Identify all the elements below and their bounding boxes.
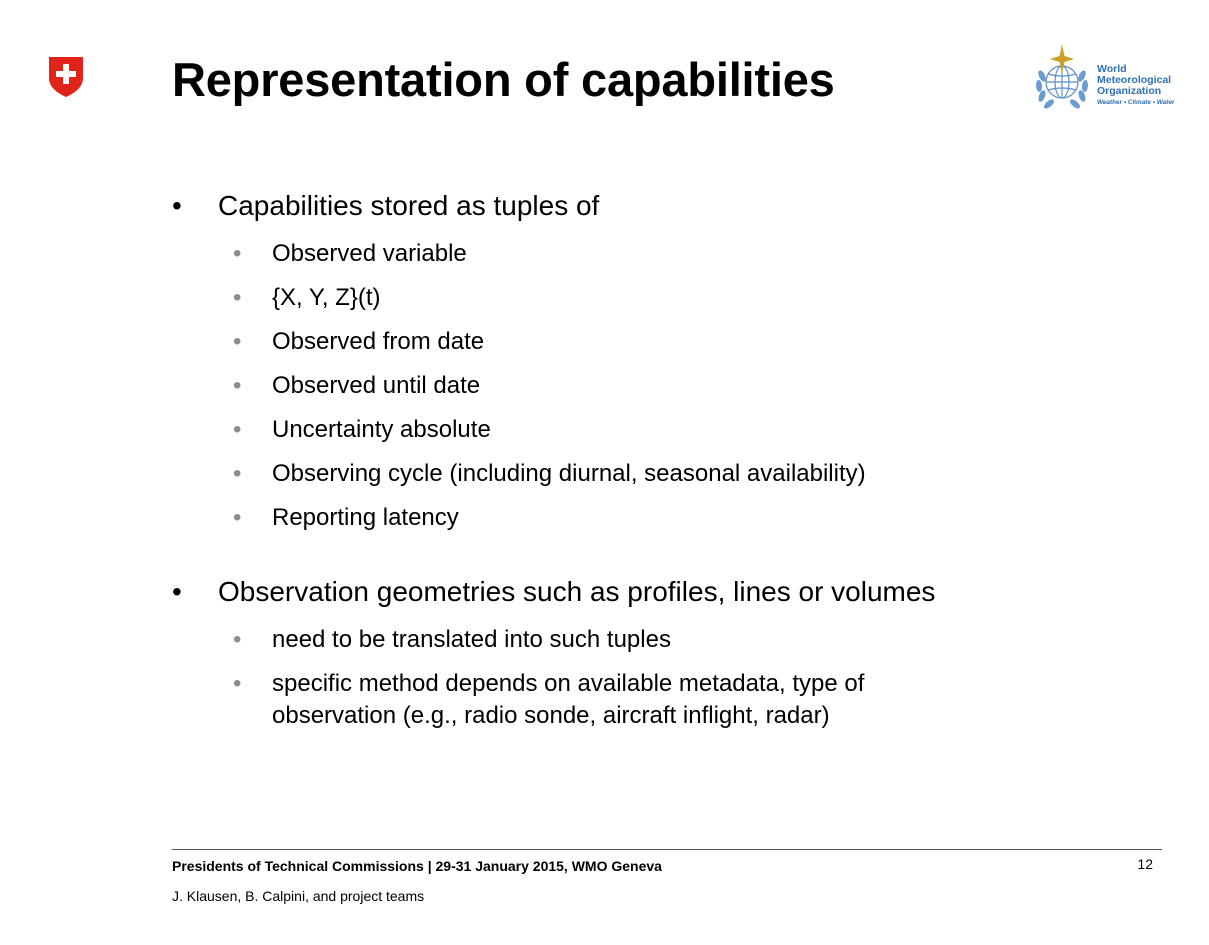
sub-bullet-text: need to be translated into such tuples bbox=[272, 626, 671, 653]
sub-bullet bbox=[172, 326, 1152, 358]
sub-bullet-text: Observed until date bbox=[272, 372, 481, 399]
sub-bullet bbox=[172, 502, 1152, 534]
sub-bullet-dot-icon: • bbox=[233, 284, 242, 311]
footer-authors: J. Klausen, B. Calpini, and project teams bbox=[172, 888, 425, 904]
sub-bullet-dot-icon: • bbox=[233, 460, 242, 487]
sub-bullet-text: Observed from date bbox=[272, 328, 485, 355]
wmo-name-line-3: Organization bbox=[1097, 85, 1162, 97]
footer-event: Presidents of Technical Commissions | 29-31 January 2015, WMO Geneva bbox=[172, 858, 662, 874]
sub-bullet-dot-icon: • bbox=[233, 670, 242, 697]
swiss-federal-logo bbox=[48, 56, 84, 98]
sub-bullet-text: Observed variable bbox=[272, 240, 467, 267]
wmo-name-line-1: World bbox=[1097, 63, 1127, 75]
slide-title: Representation of capabilities bbox=[172, 53, 835, 106]
sub-bullet bbox=[172, 282, 1152, 314]
sub-bullet-dot-icon: • bbox=[233, 416, 242, 443]
sub-bullet-dot-icon: • bbox=[233, 328, 242, 355]
sub-bullet bbox=[172, 458, 1152, 490]
sub-bullet bbox=[172, 238, 1152, 270]
wmo-name-line-2: Meteorological bbox=[1097, 74, 1172, 86]
page-number: 12 bbox=[1137, 856, 1153, 872]
sub-bullet bbox=[172, 624, 1152, 656]
sub-bullet-text: Observing cycle (including diurnal, seasonal availability) bbox=[272, 460, 866, 487]
wmo-tagline: Weather • Climate • Water bbox=[1097, 99, 1175, 106]
sub-bullet-text: Reporting latency bbox=[272, 504, 459, 531]
sub-bullet-text: specific method depends on available metadata, type of observation (e.g., radio sonde, aircraft inflight, radar) bbox=[272, 670, 865, 729]
sub-bullet bbox=[172, 668, 972, 732]
sub-bullet bbox=[172, 370, 1152, 402]
sub-bullet bbox=[172, 414, 1152, 446]
bullet-dot-icon: • bbox=[172, 190, 182, 221]
slide-body bbox=[172, 186, 1152, 732]
bullet-text: Capabilities stored as tuples of bbox=[218, 190, 600, 221]
sub-bullet-text: Uncertainty absolute bbox=[272, 416, 491, 443]
swiss-shield-icon bbox=[48, 56, 84, 98]
wmo-emblem-icon bbox=[1030, 42, 1094, 114]
bullet-capabilities bbox=[172, 186, 1152, 226]
sub-bullet-dot-icon: • bbox=[233, 372, 242, 399]
wmo-name bbox=[1097, 64, 1174, 108]
sub-bullet-dot-icon: • bbox=[233, 626, 242, 653]
bullet-text: Observation geometries such as profiles, lines or volumes bbox=[218, 576, 936, 607]
footer-divider bbox=[172, 849, 1162, 850]
bullet-observation-geometries bbox=[172, 572, 1152, 612]
sub-bullet-dot-icon: • bbox=[233, 504, 242, 531]
sub-bullet-text: {X, Y, Z}(t) bbox=[272, 284, 381, 311]
wmo-logo bbox=[1030, 42, 1190, 122]
sub-bullet-dot-icon: • bbox=[233, 240, 242, 267]
bullet-dot-icon: • bbox=[172, 576, 182, 607]
